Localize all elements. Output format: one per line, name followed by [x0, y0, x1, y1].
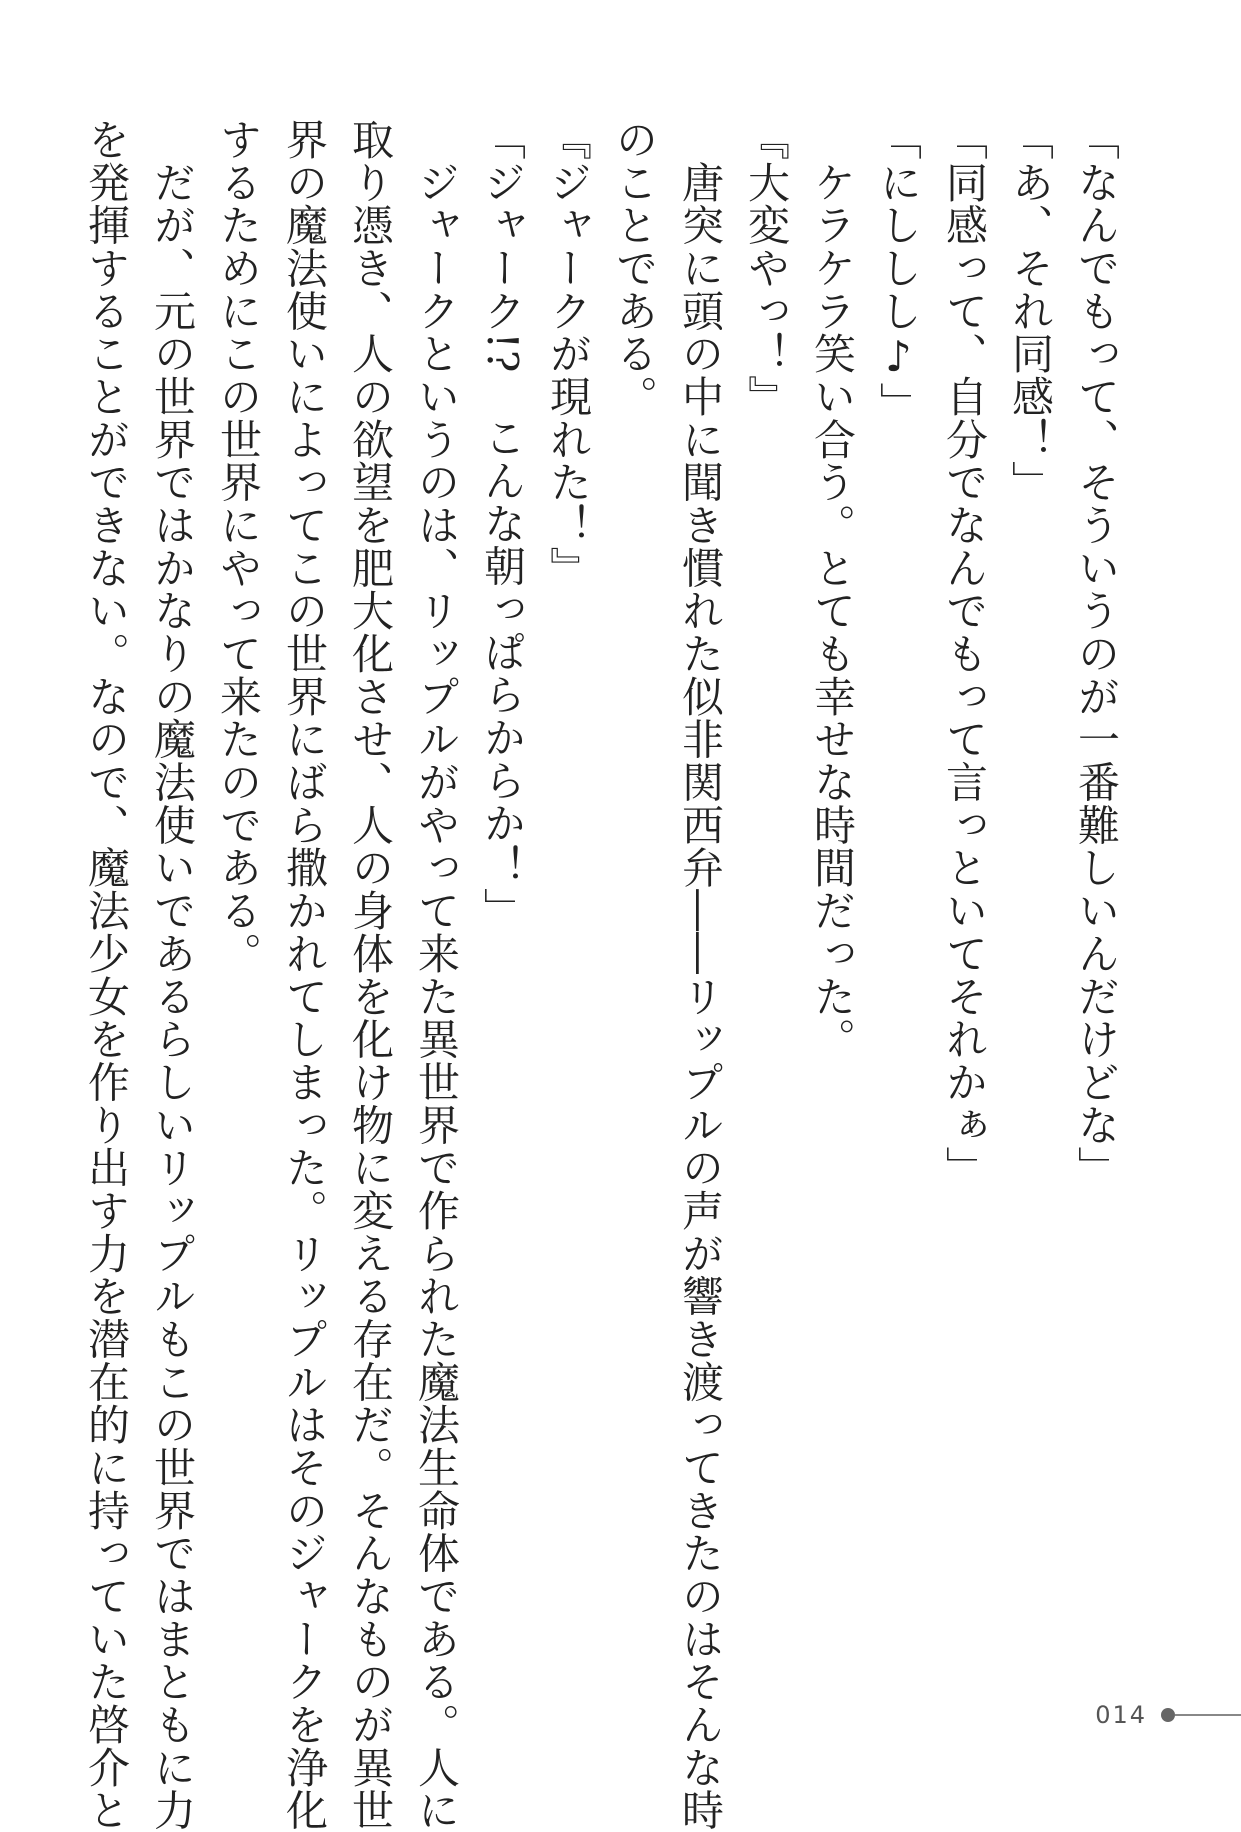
page-footer — [1095, 1700, 1241, 1730]
page-number: 014 — [1095, 1701, 1147, 1729]
text-line: だが、元の世界ではかなりの魔法使いであるらしいリップルもこの世界ではまともに力 — [148, 118, 197, 1832]
text-line: 「にししし♪」 — [874, 118, 923, 425]
text-line: 界の魔法使いによってこの世界にばら撒かれてしまった。リップルはそのジャークを浄化 — [280, 118, 329, 1832]
text-line: するためにこの世界にやって来たのである。 — [214, 118, 263, 975]
text-line: 『ジャークが現れた！』 — [544, 118, 593, 590]
text-line: ジャークというのは、リップルがやって来た異世界で作られた魔法生命体である。人に — [412, 118, 461, 1832]
folio-dot-ornament — [1161, 1708, 1175, 1722]
text-line: を発揮することができない。なので、魔法少女を作り出す力を潜在的に持っていた啓介と — [82, 118, 131, 1832]
text-line: ケラケラ笑い合う。とても幸せな時間だった。 — [808, 118, 857, 1061]
text-line: 「なんでもって、そういうのが一番難しいんだけどな」 — [1072, 118, 1121, 1189]
text-line: 「ジャーク!? こんな朝っぱらからか！」 — [478, 118, 527, 931]
folio-line-ornament — [1175, 1714, 1241, 1716]
text-line: 「同感って、自分でなんでもって言っといてそれかぁ」 — [940, 118, 989, 1189]
text-line: のことである。 — [610, 118, 659, 418]
text-line: 『大変やっ！』 — [742, 118, 791, 418]
text-line: 取り憑き、人の欲望を肥大化させ、人の身体を化け物に変える存在だ。そんなものが異世 — [346, 118, 395, 1832]
text-line: 「あ、それ同感！」 — [1006, 118, 1055, 504]
text-line: 唐突に頭の中に聞き慣れた似非関西弁――リップルの声が響き渡ってきたのはそんな時 — [676, 118, 725, 1832]
